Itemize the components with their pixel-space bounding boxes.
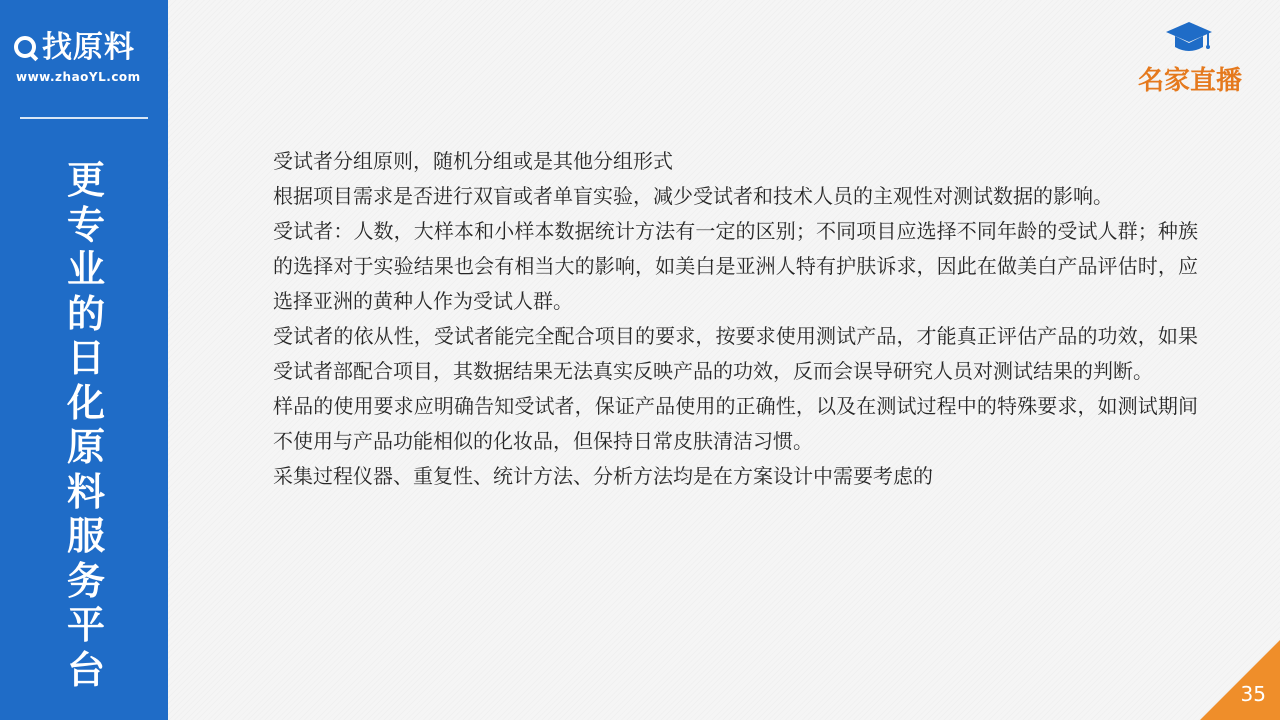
main-content — [273, 144, 1198, 494]
sidebar — [0, 0, 168, 720]
sidebar-divider — [20, 117, 148, 119]
paragraph: 根据项目需求是否进行双盲或者单盲实验，减少受试者和技术人员的主观性对测试数据的影响。 — [273, 184, 1113, 208]
search-icon — [14, 36, 36, 58]
paragraph: 采集过程仪器、重复性、统计方法、分析方法均是在方案设计中需要考虑的 — [273, 464, 933, 488]
paragraph: 样品的使用要求应明确告知受试者，保证产品使用的正确性，以及在测试过程中的特殊要求，如测试期间不使用与产品功能相似的化妆品，但保持日常皮肤清洁习惯。 — [273, 394, 1198, 453]
slogan: 更专业的日化原料服务平台 — [66, 158, 105, 692]
corner-decoration — [1200, 640, 1280, 720]
page-number: 35 — [1240, 682, 1266, 706]
brand-text: 名家直播 — [1137, 66, 1242, 96]
logo-url: www.zhaoYL.com — [16, 70, 141, 84]
paragraph: 受试者的依从性，受试者能完全配合项目的要求，按要求使用测试产品，才能真正评估产品的功效，如果受试者部配合项目，其数据结果无法真实反映产品的功效，反而会误导研究人员对测试结果的判断。 — [273, 324, 1198, 383]
logo[interactable] — [14, 30, 164, 90]
logo-name: 找原料 — [42, 30, 135, 65]
paragraph: 受试者：人数，大样本和小样本数据统计方法有一定的区别；不同项目应选择不同年龄的受试人群；种族的选择对于实验结果也会有相当大的影响，如美白是亚洲人特有护肤诉求，因此在做美白产品评估时，应选择亚洲的黄种人作为受试人群。 — [273, 219, 1198, 313]
graduation-cap-icon — [1164, 20, 1214, 56]
paragraph: 受试者分组原则，随机分组或是其他分组形式 — [273, 149, 673, 173]
brand-badge — [1128, 20, 1252, 100]
